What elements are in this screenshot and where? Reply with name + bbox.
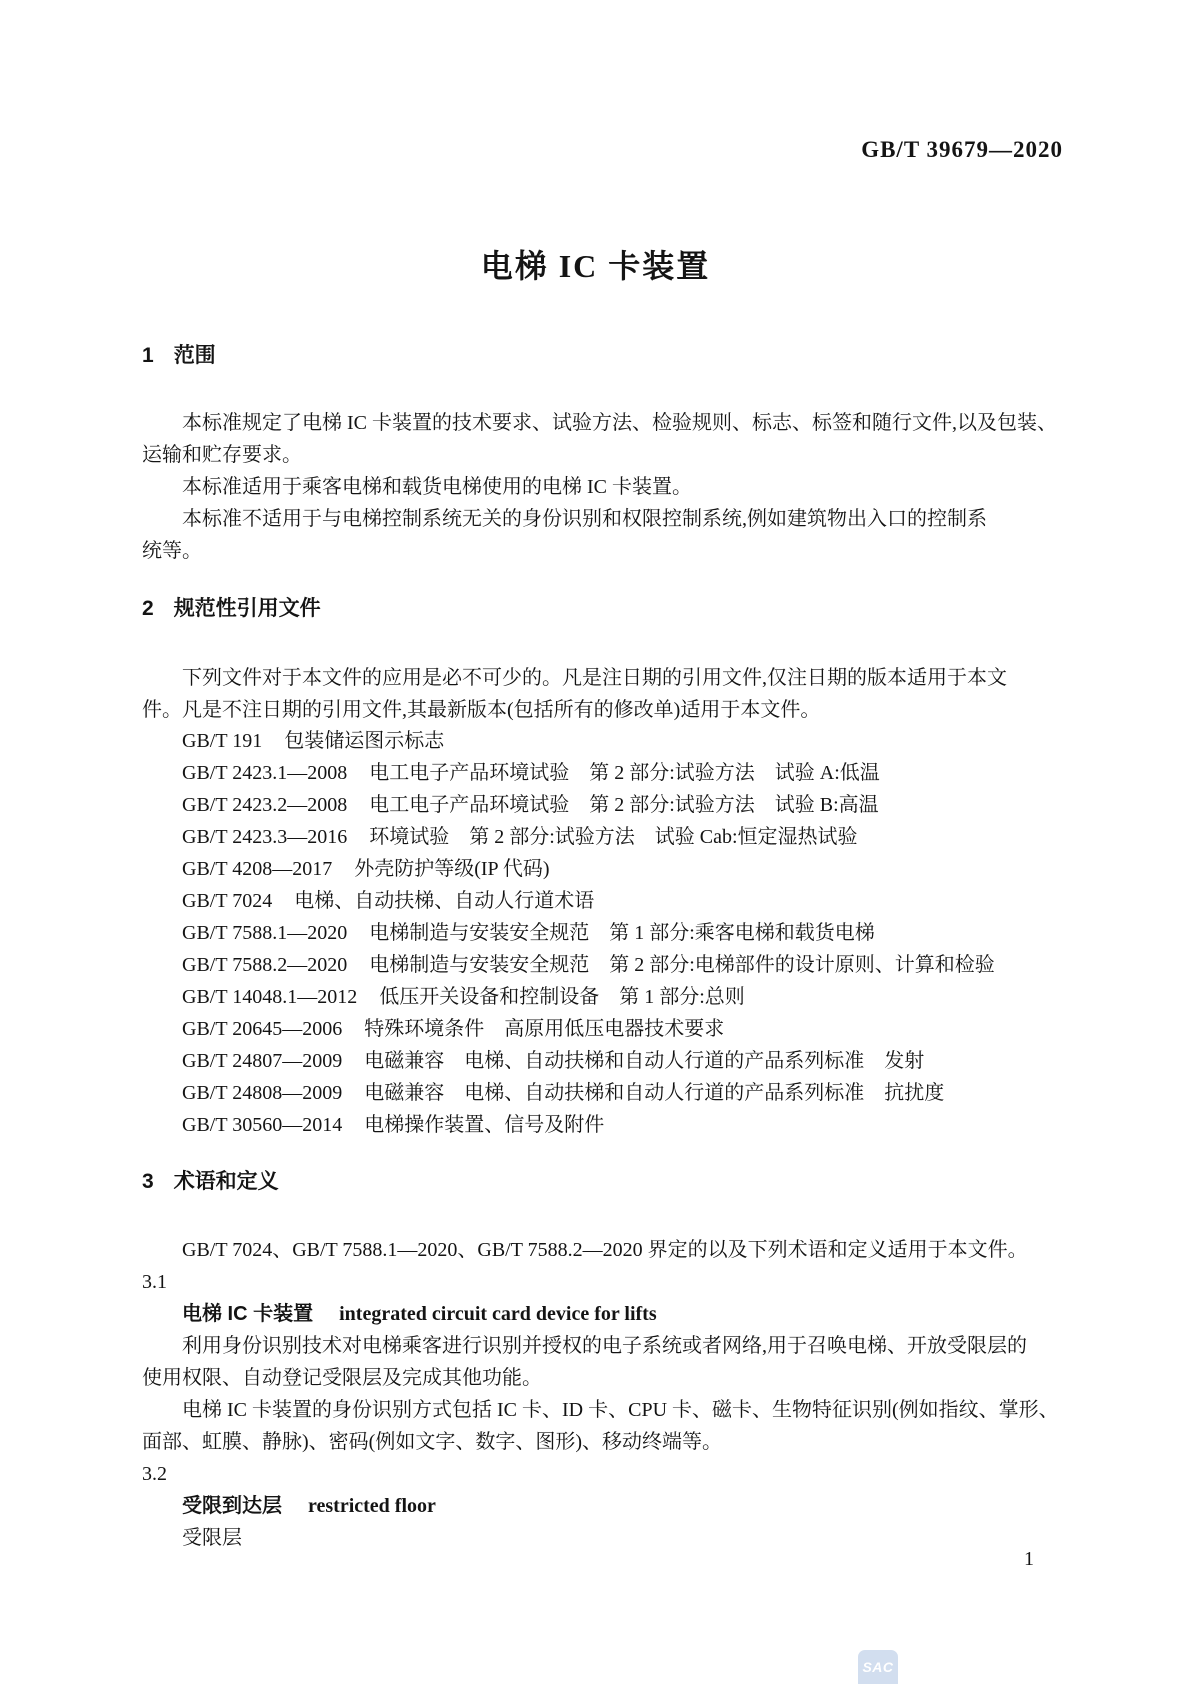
- reference-item: [142, 821, 1070, 853]
- reference-code: GB/T 30560—2014: [182, 1114, 343, 1136]
- term-alias: 受限层: [182, 1527, 242, 1549]
- reference-item: [142, 757, 1070, 789]
- reference-item: [142, 949, 1070, 981]
- page-number: 1: [1024, 1548, 1034, 1570]
- section-2-heading: [142, 597, 1070, 621]
- document-title: 电梯 IC 卡装置: [480, 248, 711, 284]
- section-1-body: [142, 407, 1070, 567]
- paragraph-line: 面部、虹膜、静脉)、密码(例如文字、数字、图形)、移动终端等。: [142, 1431, 722, 1453]
- section-3-number: 3: [142, 1170, 154, 1193]
- reference-code: GB/T 20645—2006: [182, 1018, 343, 1040]
- section-1-number: 1: [142, 344, 154, 367]
- reference-title: 低压开关设备和控制设备 第 1 部分:总则: [379, 986, 745, 1008]
- paragraph-line: 电梯 IC 卡装置的身份识别方式包括 IC 卡、ID 卡、CPU 卡、磁卡、生物特征识别(例如指纹、掌形、: [182, 1399, 1059, 1421]
- reference-list: [142, 725, 1070, 1141]
- paragraph-line: 使用权限、自动登记受限层及完成其他功能。: [142, 1367, 542, 1389]
- section-3-heading: [142, 1170, 1070, 1194]
- reference-code: GB/T 2423.2—2008: [182, 794, 348, 816]
- paragraph-line: GB/T 7024、GB/T 7588.1—2020、GB/T 7588.2—2020 界定的以及下列术语和定义适用于本文件。: [182, 1239, 1028, 1261]
- section-2-intro: [142, 662, 1070, 726]
- reference-code: GB/T 2423.1—2008: [182, 762, 348, 784]
- reference-code: GB/T 191: [182, 730, 263, 752]
- paragraph-line: 本标准适用于乘客电梯和载货电梯使用的电梯 IC 卡装置。: [182, 476, 692, 498]
- clause-number: 3.1: [142, 1271, 167, 1293]
- reference-code: GB/T 24808—2009: [182, 1082, 343, 1104]
- term-english: restricted floor: [308, 1495, 436, 1517]
- reference-title: 电工电子产品环境试验 第 2 部分:试验方法 试验 A:低温: [369, 762, 880, 784]
- reference-title: 特殊环境条件 高原用低压电器技术要求: [364, 1018, 725, 1040]
- reference-title: 电梯、自动扶梯、自动人行道术语: [294, 890, 595, 912]
- reference-item: [142, 1045, 1070, 1077]
- sac-watermark-logo: [858, 1650, 898, 1684]
- reference-code: GB/T 2423.3—2016: [182, 826, 348, 848]
- term-chinese: 受限到达层: [182, 1495, 282, 1517]
- term-line: [142, 1298, 1070, 1330]
- term-english: integrated circuit card device for lifts: [339, 1303, 657, 1325]
- standard-number: GB/T 39679—2020: [861, 137, 1063, 162]
- section-3-title: 术语和定义: [173, 1170, 279, 1193]
- reference-code: GB/T 14048.1—2012: [182, 986, 358, 1008]
- reference-title: 电梯制造与安装安全规范 第 2 部分:电梯部件的设计原则、计算和检验: [369, 954, 995, 976]
- reference-code: GB/T 7588.1—2020: [182, 922, 348, 944]
- paragraph-line: 件。凡是不注日期的引用文件,其最新版本(包括所有的修改单)适用于本文件。: [142, 699, 821, 721]
- section-3-body: [142, 1234, 1070, 1554]
- section-1-title: 范围: [173, 344, 216, 367]
- reference-code: GB/T 7024: [182, 890, 273, 912]
- paragraph-line: 运输和贮存要求。: [142, 444, 302, 466]
- reference-title: 电工电子产品环境试验 第 2 部分:试验方法 试验 B:高温: [369, 794, 879, 816]
- reference-title: 包装储运图示标志: [284, 730, 445, 752]
- reference-title: 电梯制造与安装安全规范 第 1 部分:乘客电梯和载货电梯: [369, 922, 875, 944]
- reference-title: 外壳防护等级(IP 代码): [354, 858, 550, 880]
- reference-item: [142, 853, 1070, 885]
- reference-item: [142, 917, 1070, 949]
- term-chinese: 电梯 IC 卡装置: [182, 1303, 314, 1325]
- paragraph-line: 本标准不适用于与电梯控制系统无关的身份识别和权限控制系统,例如建筑物出入口的控制系: [182, 508, 987, 530]
- reference-item: [142, 885, 1070, 917]
- reference-code: GB/T 24807—2009: [182, 1050, 343, 1072]
- paragraph-line: 下列文件对于本文件的应用是必不可少的。凡是注日期的引用文件,仅注日期的版本适用于本文: [182, 667, 1007, 689]
- reference-code: GB/T 4208—2017: [182, 858, 333, 880]
- reference-item: [142, 789, 1070, 821]
- reference-item: [142, 1013, 1070, 1045]
- reference-item: [142, 725, 1070, 757]
- reference-item: [142, 1077, 1070, 1109]
- reference-title: 电磁兼容 电梯、自动扶梯和自动人行道的产品系列标准 抗扰度: [364, 1082, 945, 1104]
- reference-item: [142, 981, 1070, 1013]
- reference-title: 电磁兼容 电梯、自动扶梯和自动人行道的产品系列标准 发射: [364, 1050, 925, 1072]
- section-1-heading: [142, 344, 1070, 368]
- clause-number: 3.2: [142, 1463, 167, 1485]
- section-2-number: 2: [142, 597, 154, 620]
- reference-code: GB/T 7588.2—2020: [182, 954, 348, 976]
- term-line: [142, 1490, 1070, 1522]
- paragraph-line: 统等。: [142, 540, 202, 562]
- section-2-title: 规范性引用文件: [173, 597, 321, 620]
- paragraph-line: 利用身份识别技术对电梯乘客进行识别并授权的电子系统或者网络,用于召唤电梯、开放受限层的: [182, 1335, 1027, 1357]
- reference-title: 环境试验 第 2 部分:试验方法 试验 Cab:恒定湿热试验: [369, 826, 858, 848]
- sac-watermark-text: SAC: [862, 1659, 894, 1675]
- reference-title: 电梯操作装置、信号及附件: [364, 1114, 605, 1136]
- reference-item: [142, 1109, 1070, 1141]
- paragraph-line: 本标准规定了电梯 IC 卡装置的技术要求、试验方法、检验规则、标志、标签和随行文件,以及包装、: [182, 412, 1057, 434]
